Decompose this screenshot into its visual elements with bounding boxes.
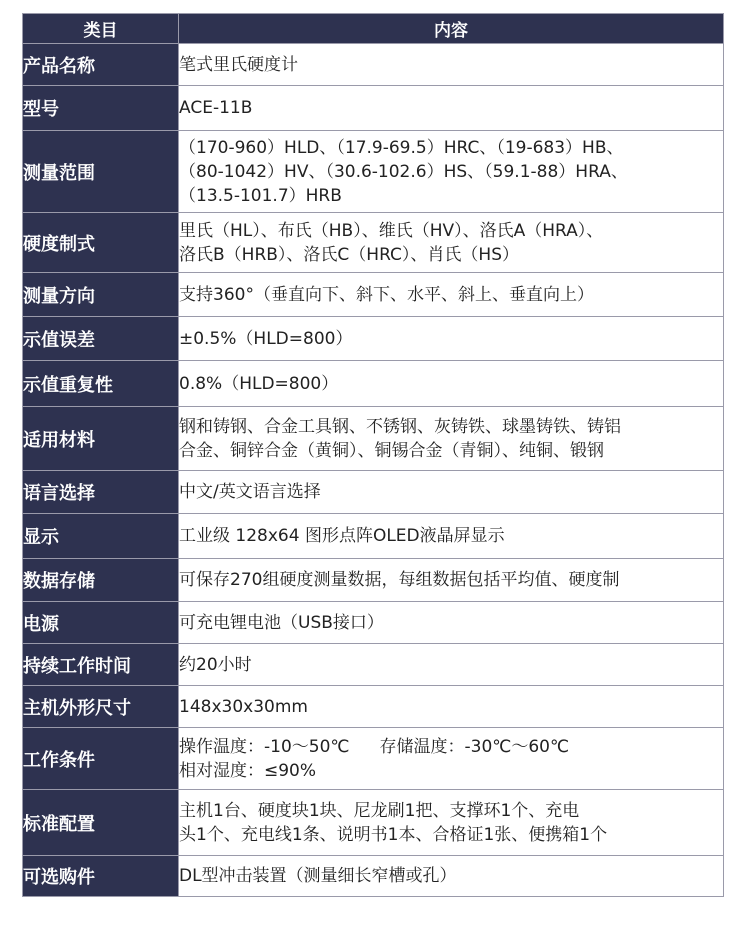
row-key: 工作条件 xyxy=(23,728,179,790)
value-line: 合金、铜锌合金（黄铜）、铜锡合金（青铜）、纯铜、锻钢 xyxy=(179,440,604,461)
table-row xyxy=(23,273,724,317)
value-line: 可充电锂电池（USB接口） xyxy=(179,612,384,633)
table-row xyxy=(23,361,724,407)
value-line: 主机1台、硬度块1块、尼龙刷1把、支撑环1个、充电 xyxy=(179,800,580,821)
table-row xyxy=(23,86,724,131)
row-key: 持续工作时间 xyxy=(23,644,179,686)
value-line: 0.8%（HLD=800） xyxy=(179,373,339,394)
storage-temperature: 存储温度：-30℃～60℃ xyxy=(379,736,570,757)
value-line: （80-1042）HV、（30.6-102.6）HS、（59.1-88）HRA、 xyxy=(179,161,628,182)
operating-temperature: 操作温度：-10～50℃ xyxy=(179,736,350,757)
row-value xyxy=(179,273,724,317)
table-row xyxy=(23,686,724,728)
row-value xyxy=(179,44,724,86)
row-value xyxy=(179,361,724,407)
row-value xyxy=(179,686,724,728)
value-line: ±0.5%（HLD=800） xyxy=(179,328,353,349)
table-row xyxy=(23,44,724,86)
row-key: 产品名称 xyxy=(23,44,179,86)
row-key: 语言选择 xyxy=(23,471,179,514)
value-line xyxy=(179,735,723,759)
table-row xyxy=(23,602,724,644)
row-key: 主机外形尺寸 xyxy=(23,686,179,728)
value-line: 支持360°（垂直向下、斜下、水平、斜上、垂直向上） xyxy=(179,284,594,305)
row-value xyxy=(179,317,724,361)
row-value xyxy=(179,213,724,273)
header-category: 类目 xyxy=(23,14,179,44)
row-value xyxy=(179,407,724,471)
spec-table xyxy=(22,13,724,897)
value-line: 可保存270组硬度测量数据，每组数据包括平均值、硬度制 xyxy=(179,570,620,590)
row-value xyxy=(179,728,724,790)
row-key: 适用材料 xyxy=(23,407,179,471)
value-line: DL型冲击装置（测量细长窄槽或孔） xyxy=(179,866,457,886)
table-row xyxy=(23,514,724,559)
row-key: 测量方向 xyxy=(23,273,179,317)
row-key: 显示 xyxy=(23,514,179,559)
row-key: 硬度制式 xyxy=(23,213,179,273)
table-row xyxy=(23,317,724,361)
value-line: ACE-11B xyxy=(179,98,253,118)
table-row xyxy=(23,407,724,471)
table-row xyxy=(23,790,724,856)
table-row xyxy=(23,728,724,790)
table-row xyxy=(23,644,724,686)
row-key: 标准配置 xyxy=(23,790,179,856)
table-row xyxy=(23,471,724,514)
value-line: 148x30x30mm xyxy=(179,696,308,717)
value-line: 笔式里氏硬度计 xyxy=(179,54,298,75)
row-key: 测量范围 xyxy=(23,131,179,213)
value-line: 里氏（HL）、布氏（HB）、维氏（HV）、洛氏A（HRA）、 xyxy=(179,220,604,241)
value-line: 头1个、充电线1条、说明书1本、合格证1张、便携箱1个 xyxy=(179,824,608,845)
value-line: 钢和铸钢、合金工具钢、不锈钢、灰铸铁、球墨铸铁、铸铝 xyxy=(179,416,621,437)
row-key: 电源 xyxy=(23,602,179,644)
row-value xyxy=(179,790,724,856)
row-key: 数据存储 xyxy=(23,559,179,602)
row-value xyxy=(179,644,724,686)
row-key: 示值误差 xyxy=(23,317,179,361)
value-line: 中文/英文语言选择 xyxy=(179,482,321,502)
value-line: （13.5-101.7）HRB xyxy=(179,185,342,206)
table-row xyxy=(23,213,724,273)
value-line: 约20小时 xyxy=(179,654,252,675)
table-row xyxy=(23,856,724,897)
table-row xyxy=(23,559,724,602)
row-value xyxy=(179,131,724,213)
value-line: 洛氏B（HRB）、洛氏C（HRC）、肖氏（HS） xyxy=(179,244,519,265)
value-line: 工业级 128x64 图形点阵OLED液晶屏显示 xyxy=(179,526,505,546)
row-value xyxy=(179,559,724,602)
row-key: 型号 xyxy=(23,86,179,131)
row-key: 示值重复性 xyxy=(23,361,179,407)
header-content: 内容 xyxy=(179,14,724,44)
row-value xyxy=(179,471,724,514)
row-value xyxy=(179,856,724,897)
row-key: 可选购件 xyxy=(23,856,179,897)
table-header-row xyxy=(23,14,724,44)
table-row xyxy=(23,131,724,213)
row-value xyxy=(179,514,724,559)
relative-humidity: 相对湿度：≤90% xyxy=(179,760,317,781)
value-line: （170-960）HLD、（17.9-69.5）HRC、（19-683）HB、 xyxy=(179,137,624,158)
row-value xyxy=(179,86,724,131)
row-value xyxy=(179,602,724,644)
